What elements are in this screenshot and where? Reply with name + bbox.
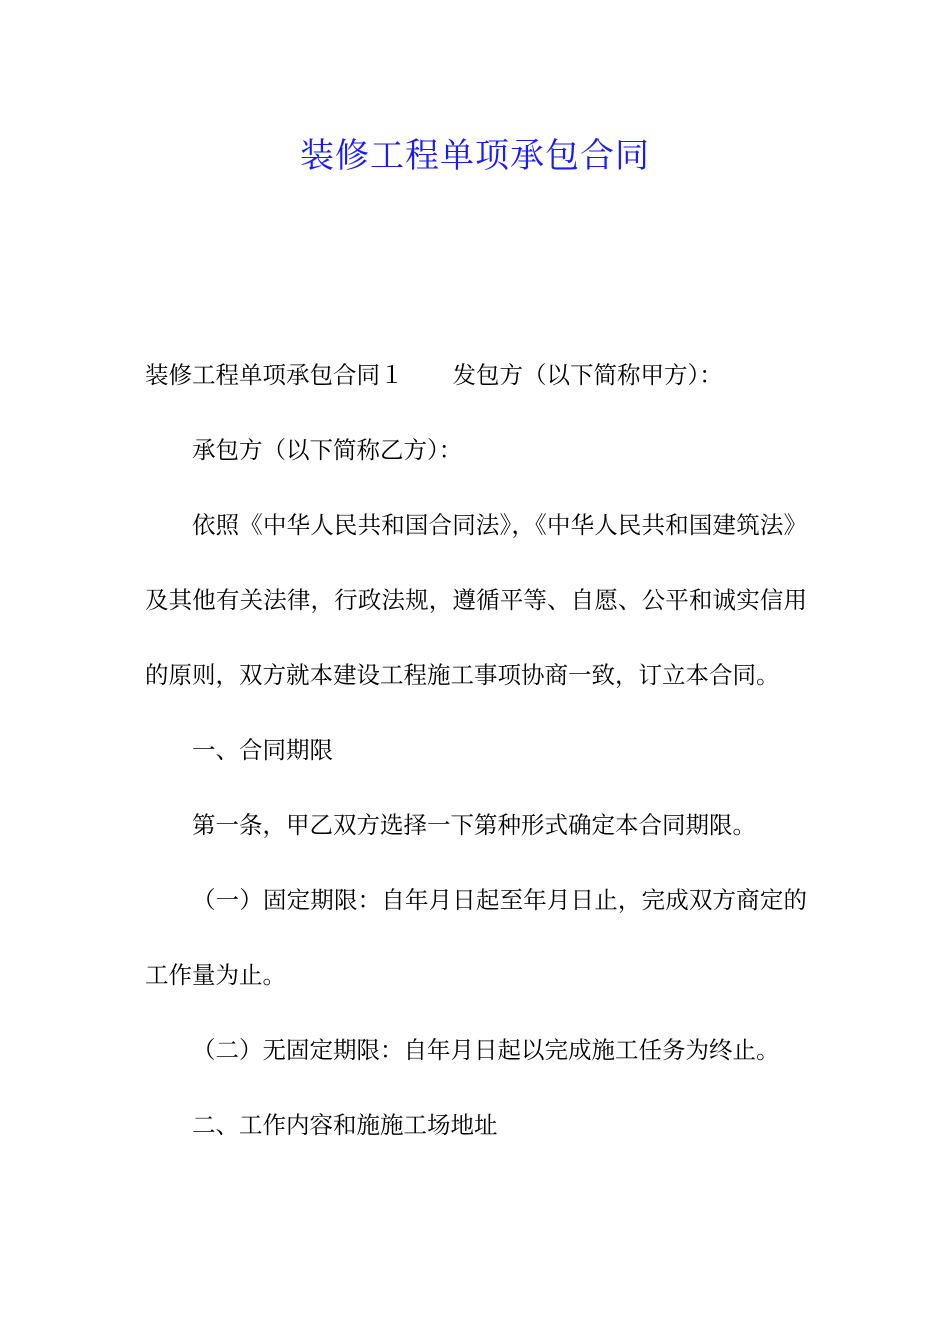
contract-name-text: 装修工程单项承包合同１ [145,361,404,389]
document-title: 装修工程单项承包合同 [300,136,650,176]
paragraph-preamble: 依照《中华人民共和国合同法》，《中华人民共和国建筑法》及其他有关法律，行政法规，遵循平等、自愿、公平和诚实信用的原则，双方就本建设工程施工事项协商一致，订立本合同。 [145,511,807,689]
party-a-label: 发包方（以下简称甲方）： [452,361,723,389]
paragraph-article-1: 第一条，甲乙双方选择一下第种形式确定本合同期限。 [192,811,756,839]
section-heading-work-content: 二、工作内容和施施工场地址 [192,1111,498,1139]
paragraph-contract-header [145,338,807,413]
document-body [145,338,807,1163]
paragraph-item-2: （二）无固定期限：自年月日起以完成施工任务为终止。 [192,1036,780,1064]
section-heading-term: 一、合同期限 [192,736,333,764]
paragraph-item-1: （一）固定期限：自年月日起至年月日止，完成双方商定的工作量为止。 [145,886,807,989]
party-b-label: 承包方（以下简称乙方）： [192,436,463,464]
